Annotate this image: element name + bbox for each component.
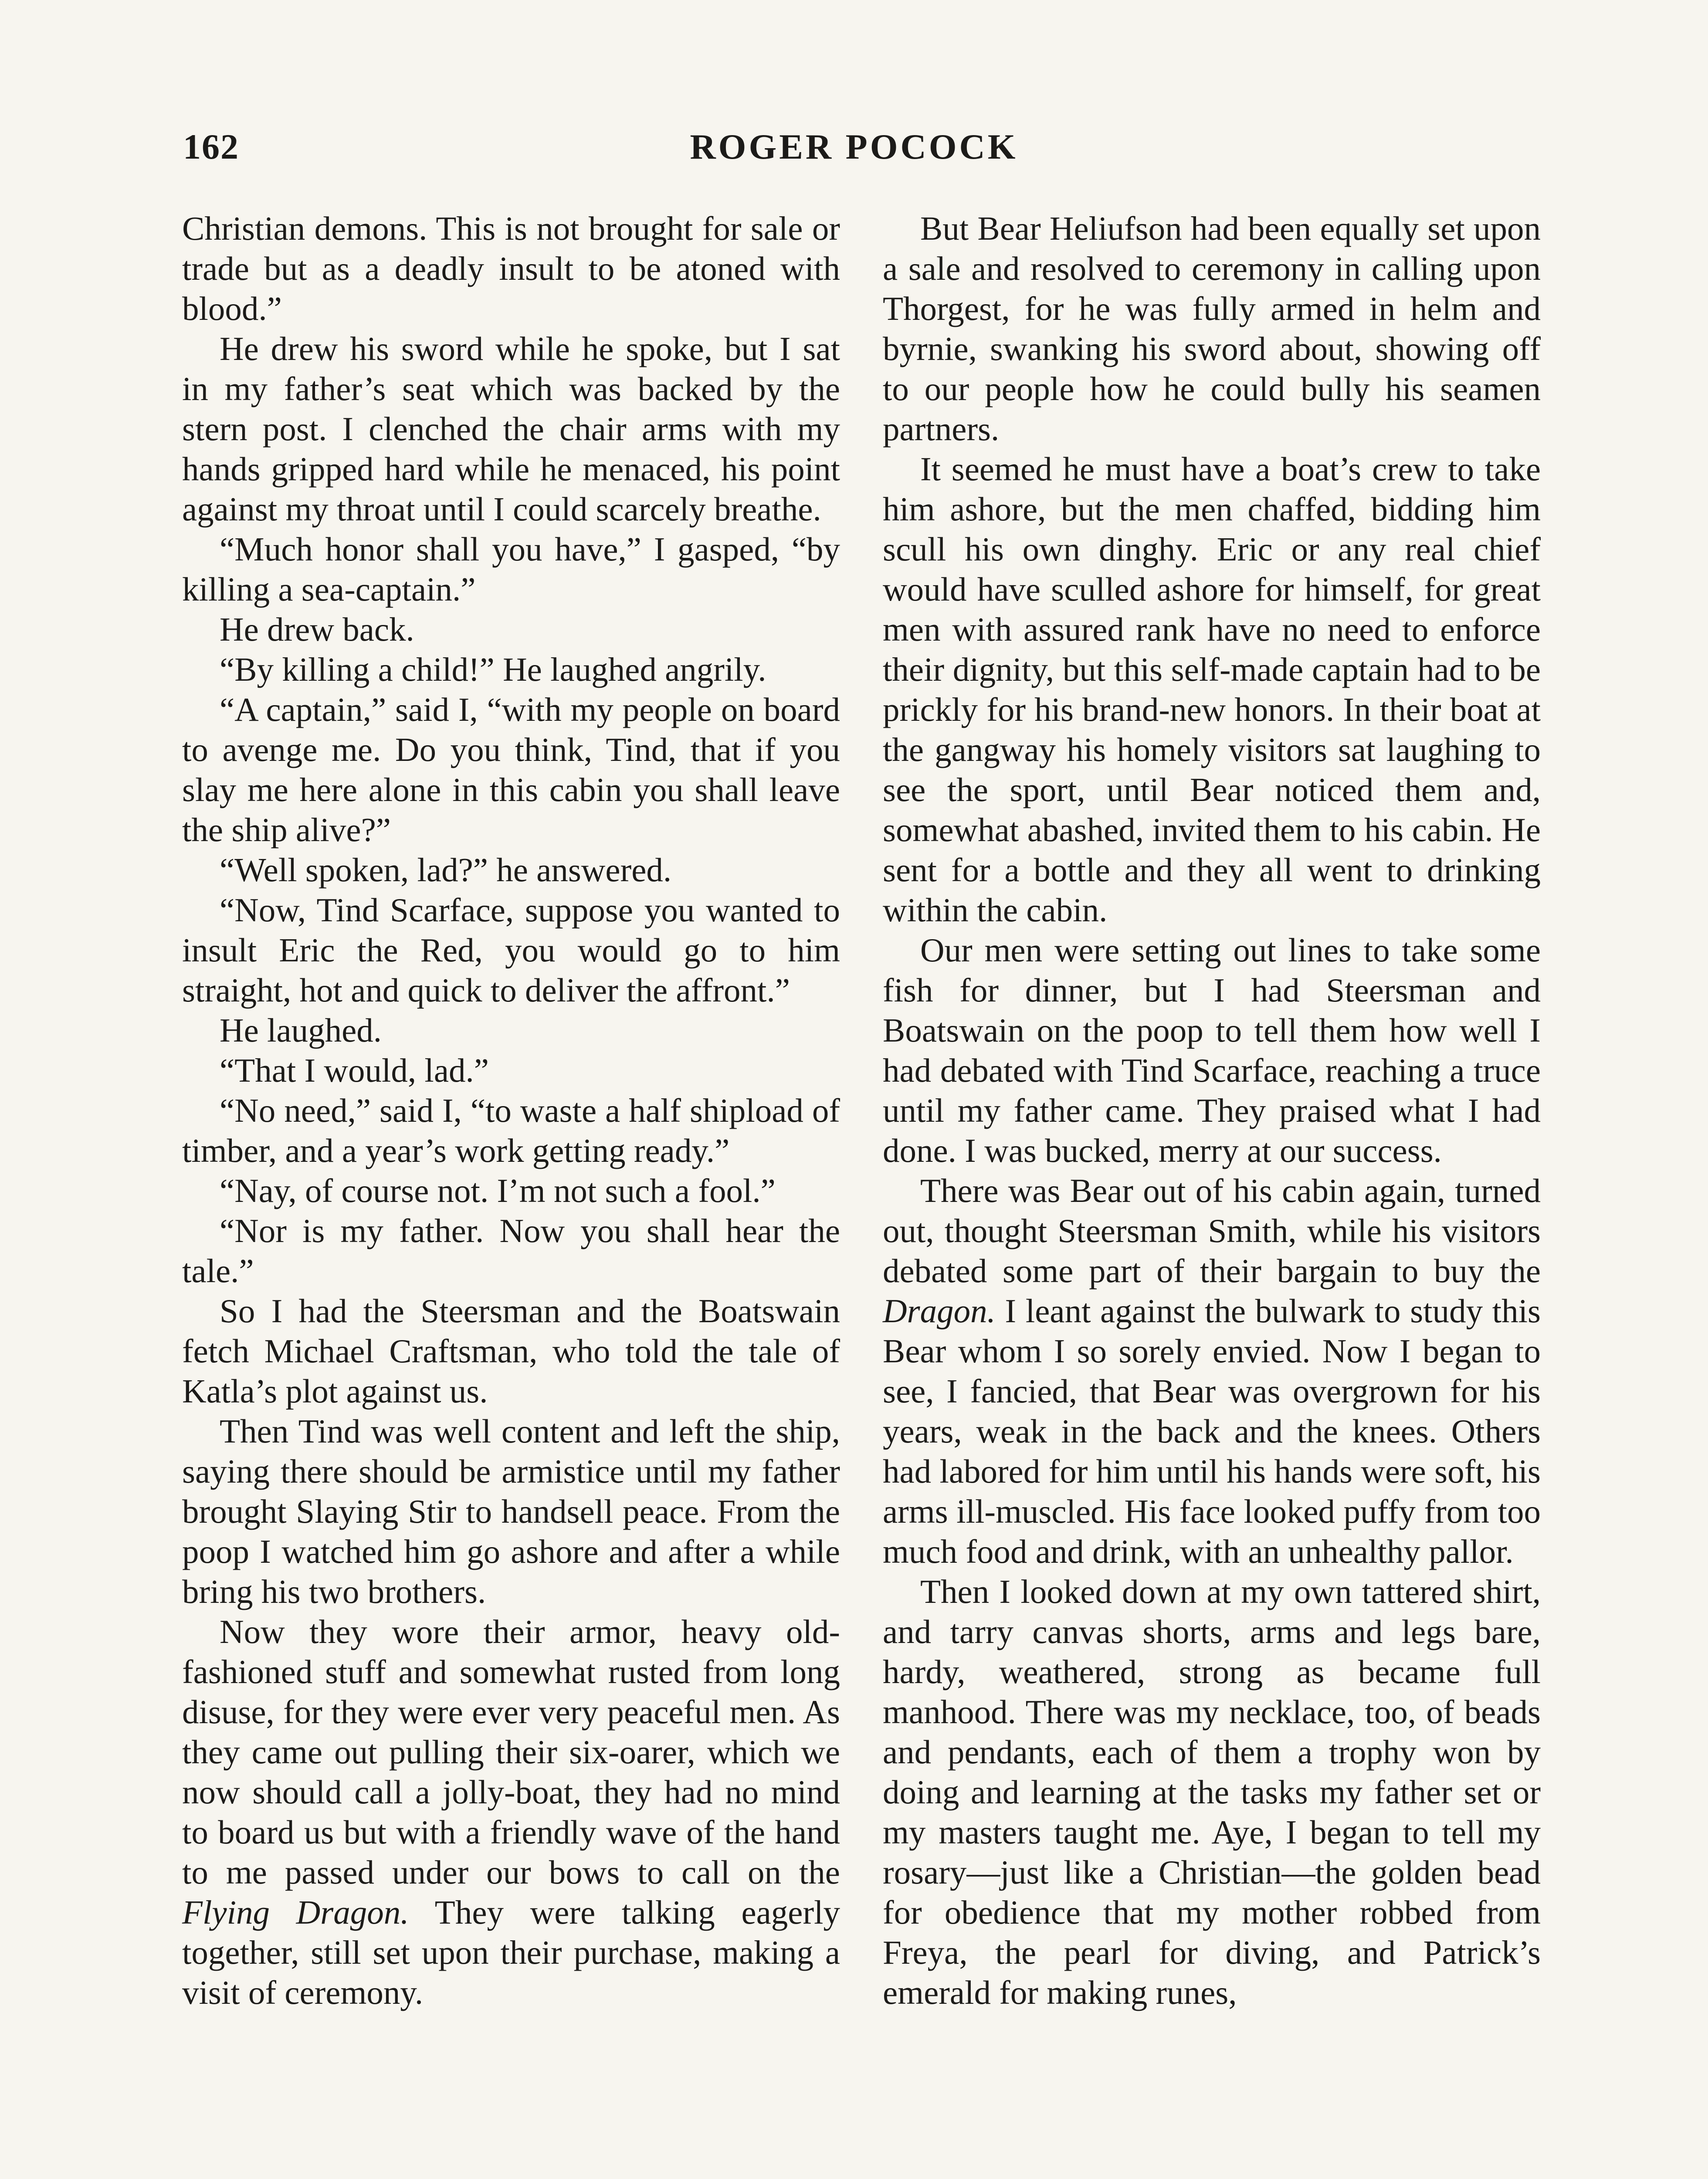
paragraph: So I had the Steersman and the Boatswain fetch Michael Craftsman, who told the tale of Katla’s plot against us.	[182, 1292, 840, 1410]
paragraph: He drew his sword while he spoke, but I sat in my father’s seat which was backed by the stern post. I clenched the chair arms with my hands gripped hard while he menaced, his point against my throat until I could scarcely breathe.	[182, 330, 840, 528]
left-column	[182, 208, 840, 2013]
paragraph-text: They were talking eagerly together, still set upon their purchase, making a visit of ceremony.	[182, 1894, 840, 2011]
right-column	[883, 208, 1541, 2013]
paragraph: “By killing a child!” He laughed angrily.	[220, 651, 766, 688]
paragraph: Christian demons. This is not brought for sale or trade but as a deadly insult to be atoned with blood.”	[182, 210, 840, 327]
paragraph: “Well spoken, lad?” he answered.	[220, 851, 672, 889]
paragraph: “No need,” said I, “to waste a half shipload of timber, and a year’s work getting ready.”	[182, 1092, 840, 1169]
paragraph: He laughed.	[220, 1011, 382, 1049]
paragraph: “Much honor shall you have,” I gasped, “by killing a sea-captain.”	[182, 530, 840, 608]
paragraph-text: Now they wore their armor, heavy old-fashioned stuff and somewhat rusted from long disuse, for they were ever very peaceful men. As they came out pulling their six-oarer, which we now should call a jolly-boat, they had no mind to board us but with a friendly wave of the hand to me passed under our bows to call on the	[182, 1613, 840, 1891]
paragraph-text: I leant against the bulwark to study this Bear whom I so sorely envied. Now I began to see, I fancied, that Bear was overgrown for his years, weak in the back and the knees. Others had labored for him until his hands were soft, his arms ill-muscled. His face looked puffy from too much food and drink, with an unhealthy pallor.	[883, 1292, 1541, 1570]
paragraph: Our men were setting out lines to take some fish for dinner, but I had Steersman and Boatswain on the poop to tell them how well I had debated with Tind Scarface, reaching a truce until my father came. They praised what I had done. I was bucked, merry at our success.	[883, 931, 1541, 1169]
paragraph: He drew back.	[220, 611, 414, 648]
paragraph	[883, 1171, 1541, 1571]
paragraph: “Nay, of course not. I’m not such a fool.”	[220, 1172, 776, 1209]
ship-name-italic: Flying Dragon.	[182, 1894, 409, 1931]
paragraph: “A captain,” said I, “with my people on board to avenge me. Do you think, Tind, that if you slay me here alone in this cabin you shall leave the ship alive?”	[182, 691, 840, 849]
paragraph: Then I looked down at my own tattered shirt, and tarry canvas shorts, arms and legs bare, hardy, weathered, strong as became full manhood. There was my necklace, too, of beads and pendants, each of them a trophy won by doing and learning at the tasks my father set or my masters taught me. Aye, I began to tell my rosary—just like a Christian—the golden bead for obedience that my mother robbed from Freya, the pearl for diving, and Patrick’s emerald for making runes,	[883, 1573, 1541, 2011]
paragraph-text: There was Bear out of his cabin again, turned out, thought Steersman Smith, while his visitors debated some part of their bargain to buy the	[883, 1172, 1541, 1290]
ship-name-italic: Dragon.	[883, 1292, 996, 1330]
page-number: 162	[183, 127, 239, 166]
paragraph: It seemed he must have a boat’s crew to take him ashore, but the men chaffed, bidding him scull his own dinghy. Eric or any real chief would have sculled ashore for himself, for great men with assured rank have no need to enforce their dignity, but this self-made captain had to be prickly for his brand-new honors. In their boat at the gangway his homely visitors sat laughing to see the sport, until Bear noticed them and, somewhat abashed, invited them to his cabin. He sent for a bottle and they all went to drinking within the cabin.	[883, 450, 1541, 929]
paragraph: “Nor is my father. Now you shall hear the tale.”	[182, 1212, 840, 1290]
paragraph: “Now, Tind Scarface, suppose you wanted to insult Eric the Red, you would go to him straight, hot and quick to deliver the affront.”	[182, 891, 840, 1009]
paragraph: “That I would, lad.”	[220, 1052, 489, 1089]
paragraph: Then Tind was well content and left the ship, saying there should be armistice until my father brought Slaying Stir to handsell peace. From the poop I watched him go ashore and after a while bring his two brothers.	[182, 1412, 840, 1610]
paragraph	[182, 1612, 840, 2013]
paragraph: But Bear Heliufson had been equally set upon a sale and resolved to ceremony in calling upon Thorgest, for he was fully armed in helm and byrnie, swanking his sword about, showing off to our people how he could bully his seamen partners.	[883, 210, 1541, 448]
running-head: ROGER POCOCK	[690, 127, 1018, 166]
